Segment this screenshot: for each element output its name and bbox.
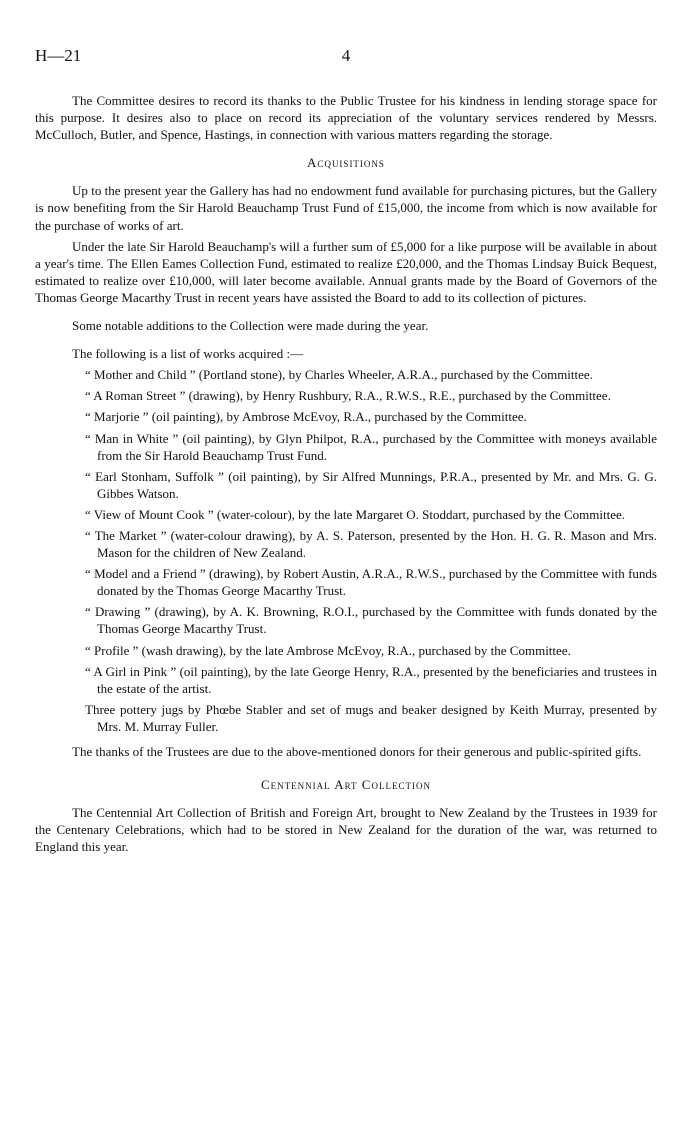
list-item: “ Model and a Friend ” (drawing), by Robert Austin, A.R.A., R.W.S., purchased by the Committee with funds donated by the Thomas George Macarthy Trust.: [85, 566, 657, 599]
acquisitions-paragraph: Under the late Sir Harold Beauchamp's will a further sum of £5,000 for a like purpose will be available in about a year's time. The Ellen Eames Collection Fund, estimated to realize £20,000, and the Thomas Lindsay Buick Bequest, estimated to realize over £10,000, will later become available. Annual grants made by the Board of Governors of the Thomas George Macarthy Trust in recent years have assisted the Board to add to its collection of pictures.: [35, 238, 657, 305]
list-item: “ Profile ” (wash drawing), by the late Ambrose McEvoy, R.A., purchased by the Committee.: [85, 642, 571, 658]
notable-additions-text: Some notable additions to the Collection were made during the year.: [72, 318, 429, 334]
list-item: “ Man in White ” (oil painting), by Glyn Philpot, R.A., purchased by the Committee with moneys available from the Sir Harold Beauchamp Trust Fund.: [85, 430, 657, 463]
list-item: Three pottery jugs by Phœbe Stabler and set of mugs and beaker designed by Keith Murray, presented by Mrs. M. Murray Fuller.: [85, 701, 657, 734]
list-item: “ The Market ” (water-colour drawing), by A. S. Paterson, presented by the Hon. H. G. R. Mason and Mrs. Mason for the children of New Zealand.: [85, 527, 657, 561]
acquisitions-heading: Acquisitions: [307, 155, 385, 171]
works-acquired-list: [35, 366, 657, 735]
list-item: “ Drawing ” (drawing), by A. K. Browning, R.O.I., purchased by the Committee with funds donated by the Thomas George Macarthy Trust.: [85, 604, 657, 637]
list-item: “ Earl Stonham, Suffolk ” (oil painting), by Sir Alfred Munnings, P.R.A., presented by Mr. and Mrs. G. G. Gibbes Watson.: [85, 468, 657, 501]
list-item: “ Mother and Child ” (Portland stone), by Charles Wheeler, A.R.A., purchased by the Committee.: [85, 367, 593, 383]
list-item: “ A Girl in Pink ” (oil painting), by the late George Henry, R.A., presented by the beneficiaries and trustees in the estate of the artist.: [85, 663, 657, 696]
page-header: [35, 46, 657, 70]
list-item: “ Marjorie ” (oil painting), by Ambrose McEvoy, R.A., purchased by the Committee.: [85, 409, 527, 425]
document-reference: H—21: [35, 46, 82, 65]
list-item: “ View of Mount Cook ” (water-colour), by the late Margaret O. Stoddart, purchased by the Committee.: [85, 506, 626, 522]
works-list-intro: The following is a list of works acquired :—: [72, 346, 304, 362]
centennial-paragraph: The Centennial Art Collection of British and Foreign Art, brought to New Zealand by the Trustees in 1939 for the Centenary Celebrations, which had to be stored in New Zealand for the duration of the war, was returned to England this year.: [35, 805, 657, 855]
thanks-paragraph: The thanks of the Trustees are due to the above-mentioned donors for their generous and public-spirited gifts.: [72, 744, 642, 759]
page-body: [35, 92, 657, 855]
page-number: 4: [341, 46, 351, 65]
centennial-heading: Centennial Art Collection: [261, 777, 431, 793]
list-item: “ A Roman Street ” (drawing), by Henry Rushbury, R.A., R.W.S., R.E., purchased by the Committee.: [85, 388, 611, 404]
intro-paragraph: The Committee desires to record its thanks to the Public Trustee for his kindness in lending storage space for this purpose. It desires also to place on record its appreciation of the voluntary services rendered by Messrs. McCulloch, Butler, and Spence, Hastings, in connection with various matters regarding the storage.: [35, 93, 657, 143]
acquisitions-paragraph: Up to the present year the Gallery has had no endowment fund available for purchasing pictures, but the Gallery is now benefiting from the Sir Harold Beauchamp Trust Fund of £15,000, the income from which is now available for the purchase of works of art.: [35, 183, 657, 233]
